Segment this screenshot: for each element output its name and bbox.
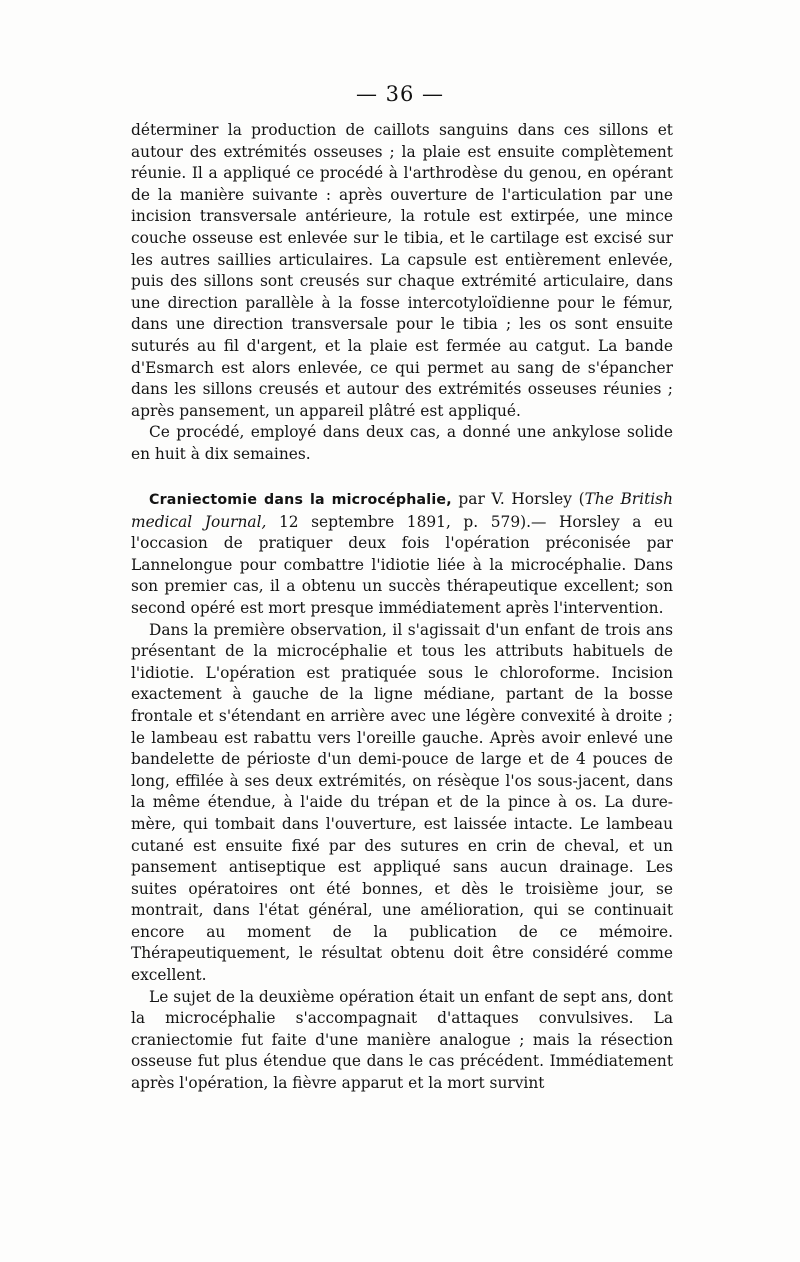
article-reference: 12 septembre 1891, p. 579).— Horsley a eu l'occasion de pratiquer deux fois l'opération préconisée par Lannelongue pour combattre l'idiotie liée à la microcéphalie. Dans son premier cas, il a obtenu un succès thérapeutique excellent; son second opéré est mort presque immédiatement après l'intervention. — [131, 512, 673, 617]
paragraph: Dans la première observation, il s'agissait d'un enfant de trois ans présentant de la microcéphalie et tous les attributs habituels de l'idiotie. L'opération est pratiquée sous le chloroforme. Incision exactement à gauche de la ligne médiane, partant de la bosse frontale et s'étendant en arrière avec une légère convexité à droite ; le lambeau est rabattu vers l'oreille gauche. Après avoir enlevé une bandelette de périoste d'un demi-pouce de large et de 4 pouces de long, effilée à ses deux extrémités, on résèque l'os sous-jacent, dans la même étendue, à l'aide du trépan et de la pince à os. La dure-mère, qui tombait dans l'ouverture, est laissée intacte. Le lambeau cutané est ensuite fixé par des sutures en crin de cheval, et un pansement antiseptique est appliqué sans aucun drainage. Les suites opératoires ont été bonnes, et dès le troisième jour, se montrait, dans l'état général, une amélioration, qui se continuait encore au moment de la publication de ce mémoire. Thérapeutiquement, le résultat obtenu doit être considéré comme excellent. — [131, 620, 673, 985]
continued-section — [131, 120, 673, 466]
journal-name: The British medical Journal, — [131, 490, 673, 531]
paragraph: Ce procédé, employé dans deux cas, a donné une ankylose solide en huit à dix semaines. — [131, 423, 673, 463]
article-author: par V. Horsley ( — [451, 490, 585, 508]
article-section — [131, 489, 673, 1095]
article-intro-paragraph — [131, 489, 673, 620]
article-title: Craniectomie dans la microcéphalie, — [149, 492, 452, 508]
paragraph: déterminer la production de caillots sanguins dans ces sillons et autour des extrémités osseuses ; la plaie est ensuite complètement réunie. Il a appliqué ce procédé à l'arthrodèse du genou, en opérant de la manière suivante : après ouverture de l'articulation par une incision transversale antérieure, la rotule est extirpée, une mince couche osseuse est enlevée sur le tibia, et le cartilage est excisé sur les autres saillies articulaires. La capsule est entièrement enlevée, puis des sillons sont creusés sur chaque extrémité articulaire, dans une direction parallèle à la fosse intercotyloïdienne pour le fémur, dans une direction transversale pour le tibia ; les os sont ensuite suturés au fil d'argent, et la plaie est fermée au catgut. La bande d'Esmarch est alors enlevée, ce qui permet au sang de s'épancher dans les sillons creusés et autour des extrémités osseuses réunies ; après pansement, un appareil plâtré est appliqué. — [131, 121, 673, 420]
page-number: — 36 — — [355, 82, 445, 106]
paragraph: Le sujet de la deuxième opération était un enfant de sept ans, dont la microcéphalie s'accompagnait d'attaques convulsives. La craniectomie fut faite d'une manière analogue ; mais la résection osseuse fut plus étendue que dans le cas précédent. Immédiatement après l'opération, la fièvre apparut et la mort survint — [131, 987, 673, 1093]
